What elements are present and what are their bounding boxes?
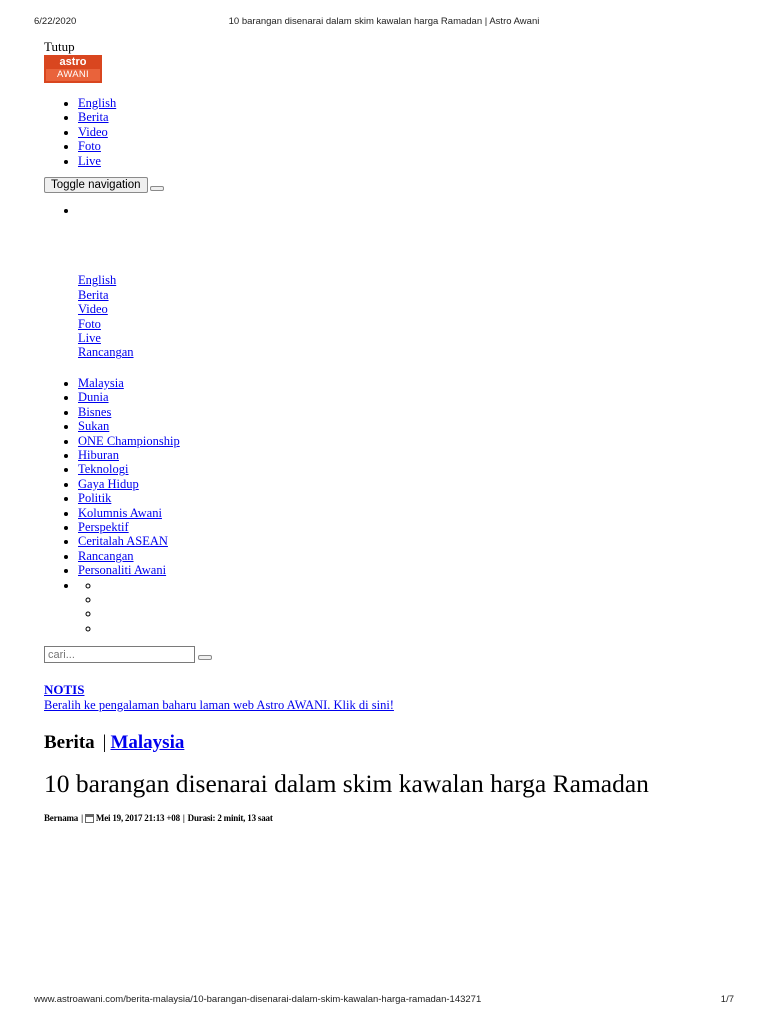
category-link-one-championship[interactable]: ONE Championship <box>78 433 180 448</box>
category-link-ceritalah-asean[interactable]: Ceritalah ASEAN <box>78 534 168 549</box>
empty-nav-list <box>44 203 734 217</box>
category-link-hiburan[interactable]: Hiburan <box>78 447 119 462</box>
sub-nav-item <box>100 621 734 635</box>
notice-block <box>44 682 734 713</box>
secondary-nav-item <box>78 273 734 287</box>
secondary-nav-link-foto[interactable]: Foto <box>78 316 101 331</box>
secondary-nav-link-berita[interactable]: Berita <box>78 287 109 302</box>
article-meta <box>44 812 734 824</box>
article-duration: Durasi: 2 minit, 13 saat <box>187 813 273 824</box>
category-item <box>78 434 734 448</box>
category-link-sukan[interactable]: Sukan <box>78 419 110 434</box>
secondary-nav-item <box>78 288 734 302</box>
category-item <box>78 376 734 390</box>
search-input[interactable] <box>44 646 195 663</box>
sub-nav-item <box>100 578 734 592</box>
secondary-nav-item <box>78 345 734 359</box>
category-item <box>78 390 734 404</box>
secondary-nav-link-rancangan[interactable]: Rancangan <box>78 345 134 360</box>
top-nav-link-foto[interactable]: Foto <box>78 139 101 154</box>
search-button[interactable] <box>198 655 212 660</box>
top-nav-item <box>78 154 734 168</box>
article-title: 10 barangan disenarai dalam skim kawalan harga Ramadan <box>44 769 649 799</box>
category-nav <box>44 376 734 635</box>
close-link[interactable]: Tutup <box>44 39 75 54</box>
calendar-icon <box>85 814 94 823</box>
category-item <box>78 506 734 520</box>
category-item-sublist <box>78 578 734 636</box>
secondary-nav-link-english[interactable]: English <box>78 273 117 288</box>
category-link-rancangan[interactable]: Rancangan <box>78 548 134 563</box>
print-url: www.astroawani.com/berita-malaysia/10-barangan-disenarai-dalam-skim-kawalan-harga-ramadan-143271 <box>34 994 482 1005</box>
category-link-gaya-hidup[interactable]: Gaya Hidup <box>78 476 139 491</box>
category-item <box>78 477 734 491</box>
secondary-nav-item <box>78 302 734 316</box>
small-button[interactable] <box>150 186 164 191</box>
category-link-teknologi[interactable]: Teknologi <box>78 462 129 477</box>
breadcrumb-section: Berita <box>44 732 95 754</box>
breadcrumb <box>44 731 734 755</box>
print-footer <box>34 994 734 1008</box>
category-item <box>78 405 734 419</box>
print-header <box>34 16 734 30</box>
logo-line2: AWANI <box>57 69 89 80</box>
category-link-malaysia[interactable]: Malaysia <box>78 375 124 390</box>
category-link-politik[interactable]: Politik <box>78 491 112 506</box>
secondary-nav-link-video[interactable]: Video <box>78 302 108 317</box>
secondary-nav-link-live[interactable]: Live <box>78 331 101 346</box>
category-item <box>78 419 734 433</box>
breadcrumb-link-malaysia[interactable]: Malaysia <box>110 732 185 754</box>
sub-nav-item <box>100 592 734 606</box>
empty-list-item <box>78 203 734 217</box>
print-date: 6/22/2020 <box>34 16 77 27</box>
category-item <box>78 520 734 534</box>
breadcrumb-separator: | <box>102 732 107 754</box>
top-nav-item <box>78 125 734 139</box>
notice-title[interactable]: NOTIS <box>44 682 85 698</box>
meta-separator: | <box>182 813 185 824</box>
article-date: Mei 19, 2017 21:13 +08 <box>95 813 180 824</box>
top-nav-link-live[interactable]: Live <box>78 153 101 168</box>
print-title: 10 barangan disenarai dalam skim kawalan harga Ramadan | Astro Awani <box>228 16 540 27</box>
toggle-row <box>44 176 734 194</box>
category-link-kolumnis-awani[interactable]: Kolumnis Awani <box>78 505 162 520</box>
top-nav-item <box>78 110 734 124</box>
secondary-nav <box>44 273 734 359</box>
top-nav-link-video[interactable]: Video <box>78 124 108 139</box>
category-link-bisnes[interactable]: Bisnes <box>78 404 112 419</box>
top-nav-item <box>78 96 734 110</box>
category-item <box>78 448 734 462</box>
secondary-nav-item <box>78 317 734 331</box>
category-link-personaliti-awani[interactable]: Personaliti Awani <box>78 563 167 578</box>
search-row <box>44 646 734 666</box>
category-item <box>78 462 734 476</box>
category-item <box>78 491 734 505</box>
meta-separator: | <box>81 813 83 824</box>
top-nav <box>44 96 734 168</box>
notice-link[interactable]: Beralih ke pengalaman baharu laman web Astro AWANI. Klik di sini! <box>44 698 394 713</box>
category-item <box>78 563 734 577</box>
sub-nav-list <box>78 578 734 636</box>
category-link-perspektif[interactable]: Perspektif <box>78 519 129 534</box>
page-content <box>44 40 734 824</box>
toggle-navigation-button[interactable]: Toggle navigation <box>44 177 148 193</box>
logo-line1: astro <box>59 56 87 68</box>
article-author: Bernama <box>44 813 79 824</box>
secondary-nav-item <box>78 331 734 345</box>
print-page-number: 1/7 <box>720 994 734 1005</box>
astro-awani-logo[interactable] <box>44 55 102 83</box>
top-nav-link-berita[interactable]: Berita <box>78 110 109 125</box>
category-item <box>78 549 734 563</box>
category-link-dunia[interactable]: Dunia <box>78 390 109 405</box>
top-nav-item <box>78 139 734 153</box>
sub-nav-item <box>100 606 734 620</box>
top-nav-link-english[interactable]: English <box>78 96 117 110</box>
category-item <box>78 534 734 548</box>
